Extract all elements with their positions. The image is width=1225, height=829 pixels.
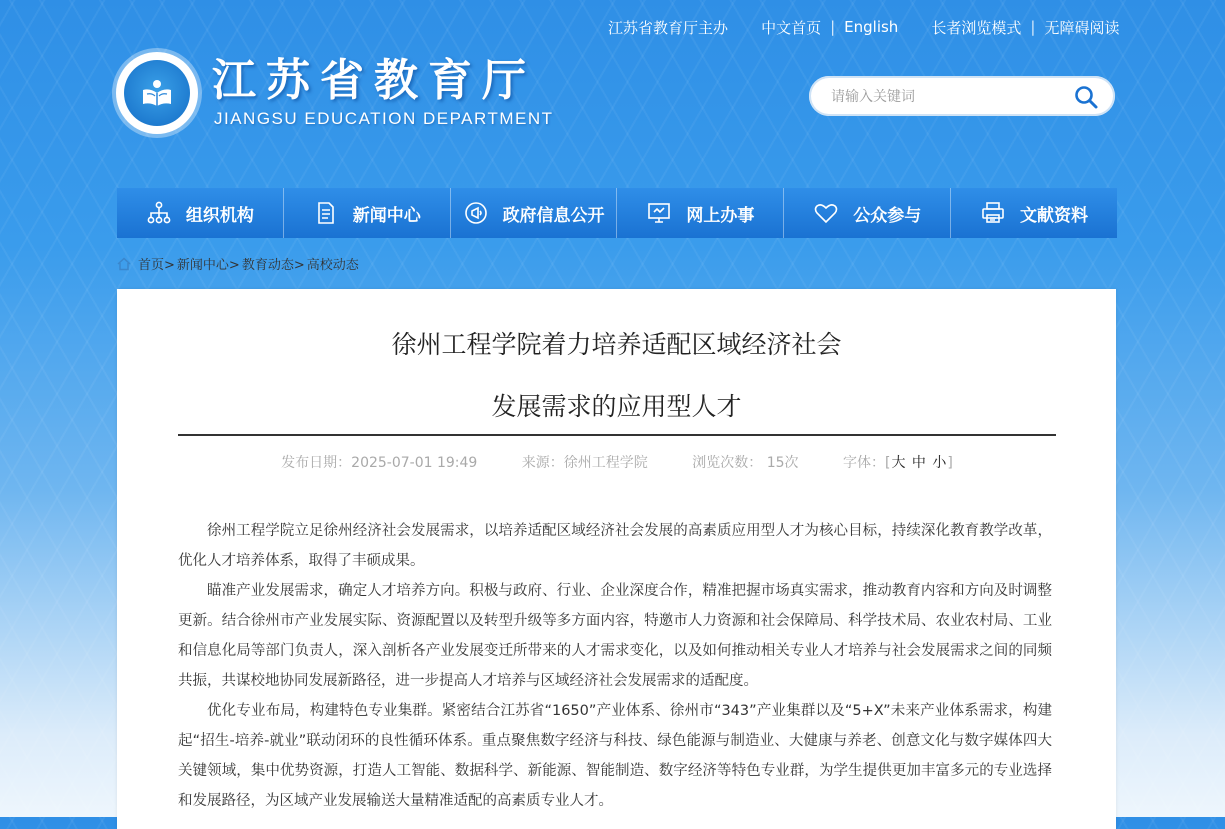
article-meta bbox=[178, 452, 1056, 472]
font-size-options bbox=[890, 455, 947, 471]
article-body bbox=[178, 516, 1052, 816]
breadcrumb-education-news[interactable]: 教育动态> bbox=[241, 258, 305, 273]
nav-label: 政府信息公开 bbox=[502, 205, 605, 226]
printer-icon bbox=[980, 200, 1006, 226]
divider: | bbox=[1030, 18, 1036, 36]
article-paragraph: 徐州工程学院立足徐州经济社会发展需求，以培养适配区域经济社会发展的高素质应用型人才为核心目标，持续深化教育教学改革，优化人才培养体系，取得了丰硕成果。 bbox=[178, 523, 1052, 569]
nav-item-gov-info[interactable] bbox=[451, 188, 618, 238]
nav-item-organization[interactable] bbox=[117, 188, 284, 238]
font-size-small-button[interactable]: 小 bbox=[932, 455, 947, 471]
nav-item-public-participation[interactable] bbox=[784, 188, 951, 238]
search-icon[interactable] bbox=[1073, 84, 1099, 110]
nav-label: 网上办事 bbox=[686, 205, 755, 226]
title-divider bbox=[178, 434, 1056, 436]
nav-item-online-services[interactable] bbox=[617, 188, 784, 238]
top-link-english[interactable]: English bbox=[844, 18, 899, 36]
logo-emblem-bg bbox=[124, 60, 190, 126]
nav-item-documents[interactable] bbox=[951, 188, 1117, 238]
article-title-line1: 徐州工程学院着力培养适配区域经济社会 bbox=[391, 330, 842, 359]
top-link-accessible-reading[interactable]: 无障碍阅读 bbox=[1044, 18, 1120, 37]
nav-label: 文献资料 bbox=[1020, 205, 1089, 226]
article-paragraph: 瞄准产业发展需求，确定人才培养方向。积极与政府、行业、企业深度合作，精准把握市场真实需求，推动教育内容和方向及时调整更新。结合徐州市产业发展实际、资源配置以及转型升级等多方面内容，特邀市人力资源和社会保障局、科学技术局、农业农村局、工业和信息化局等部门负责人，深入剖析各产业发展变迁所带来的人才需求变化，以及如何推动相关专业人才培养与社会发展需求之间的同频共振，共谋校地协同发展新路径，进一步提高人才培养与区域经济社会发展需求的适配度。 bbox=[178, 583, 1052, 689]
divider: | bbox=[830, 18, 836, 36]
document-icon bbox=[313, 200, 339, 226]
breadcrumb-news-center[interactable]: 新闻中心> bbox=[176, 258, 240, 273]
megaphone-icon bbox=[463, 200, 489, 226]
article-title-line2: 发展需求的应用型人才 bbox=[491, 392, 742, 421]
article-source: 来源：徐州工程学院 bbox=[521, 455, 648, 471]
site-subtitle: JIANGSU EDUCATION DEPARTMENT bbox=[214, 109, 554, 128]
view-count: 浏览次数： 15次 bbox=[692, 455, 799, 471]
nav-label: 新闻中心 bbox=[352, 205, 421, 226]
main-nav bbox=[117, 188, 1117, 238]
breadcrumb bbox=[117, 254, 359, 273]
top-link-elder-mode[interactable]: 长者浏览模式 bbox=[931, 18, 1022, 37]
breadcrumb-university-news[interactable]: 高校动态 bbox=[306, 258, 359, 273]
font-size-medium-button[interactable]: 中 bbox=[911, 455, 926, 471]
search-box bbox=[809, 76, 1115, 116]
article-card bbox=[117, 289, 1116, 829]
font-size-bracket: ] bbox=[947, 455, 953, 471]
search-input[interactable] bbox=[829, 85, 1063, 109]
site-title: 江苏省教育厅 bbox=[212, 55, 536, 106]
home-icon bbox=[117, 257, 131, 271]
top-link-chinese-home[interactable]: 中文首页 bbox=[761, 18, 822, 37]
nav-item-news[interactable] bbox=[284, 188, 451, 238]
org-chart-icon bbox=[146, 200, 172, 226]
book-emblem-icon bbox=[140, 76, 174, 110]
top-link-sponsor[interactable]: 江苏省教育厅主办 bbox=[608, 18, 729, 37]
font-size-label: 字体：[ bbox=[842, 455, 891, 471]
font-size-control bbox=[843, 455, 953, 471]
article-paragraph: 优化专业布局，构建特色专业集群。紧密结合江苏省“1650”产业体系、徐州市“343”产业集群以及“5+X”未来产业体系需求，构建起“招生-培养-就业”联动闭环的良性循环体系。重点聚焦数字经济与科技、绿色能源与制造业、大健康与养老、创意文化与数字媒体四大关键领域，集中优势资源，打造人工智能、数据科学、新能源、智能制造、数字经济等特色专业群，为学生提供更加丰富多元的专业选择和发展路径，为区域产业发展输送大量精准适配的高素质专业人才。 bbox=[178, 703, 1052, 809]
nav-label: 组织机构 bbox=[185, 205, 254, 226]
monitor-icon bbox=[646, 200, 672, 226]
breadcrumb-home[interactable]: 首页> bbox=[138, 258, 175, 273]
top-links bbox=[608, 16, 1225, 38]
nav-label: 公众参与 bbox=[853, 205, 922, 226]
heart-icon bbox=[813, 200, 839, 226]
site-logo[interactable] bbox=[116, 52, 198, 134]
font-size-large-button[interactable]: 大 bbox=[891, 455, 906, 471]
publish-date: 发布日期：2025-07-01 19:49 bbox=[281, 455, 478, 471]
